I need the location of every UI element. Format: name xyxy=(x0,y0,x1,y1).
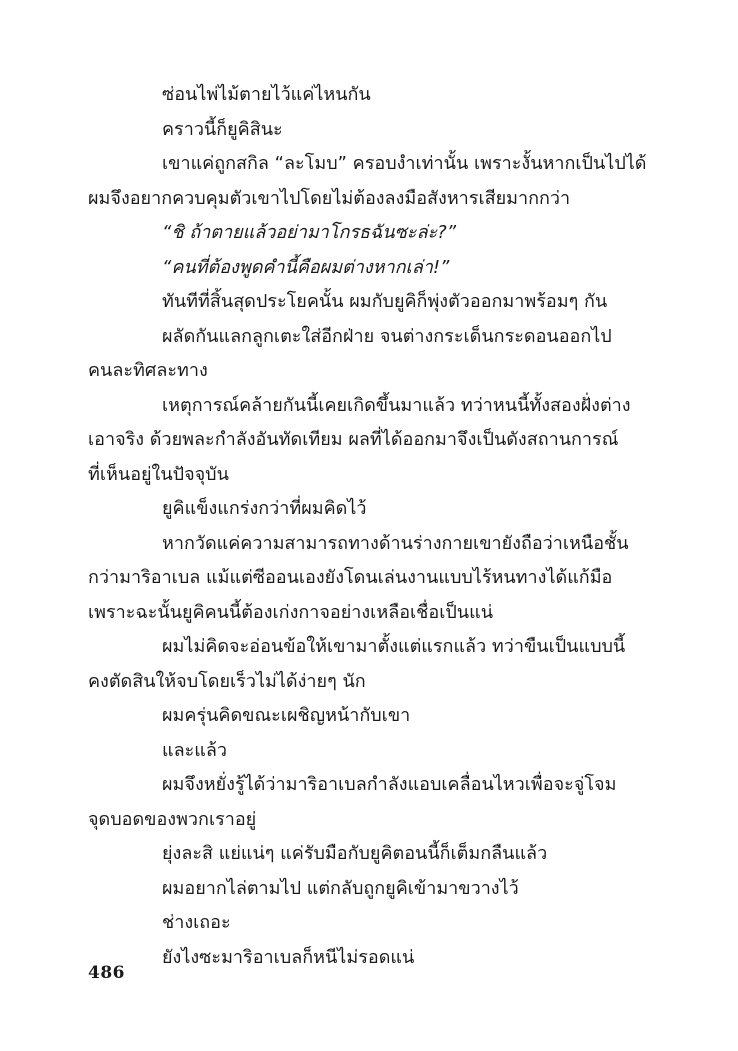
text-line: ยังไงซะมาริอาเบลก็หนีไม่รอดแน่ xyxy=(162,946,415,968)
text-line: ผมอยากไล่ตามไป แต่กลับถูกยูคิเข้ามาขวางไว้ xyxy=(162,877,519,899)
text-line: ทันทีที่สิ้นสุดประโยคนั้น ผมกับยูคิก็พุ่งตัวออกมาพร้อมๆ กัน xyxy=(162,291,608,312)
text-line: และแล้ว xyxy=(162,739,228,761)
text-line: จุดบอดของพวกเราอยู่ xyxy=(88,808,257,830)
dialogue-line: “คนที่ต้องพูดคำนี้คือผมต่างหากเล่า!” xyxy=(162,256,450,278)
text-line: เพราะฉะนั้นยูคิคนนี้ต้องเก่งกาจอย่างเหลือเชื่อเป็นแน่ xyxy=(88,601,493,623)
page-body xyxy=(88,78,654,975)
text-line: ช่างเถอะ xyxy=(162,912,231,933)
text-line: เขาแค่ถูกสกิล “ละโมบ” ครอบงำเท่านั้น เพราะงั้นหากเป็นไปได้ xyxy=(162,153,647,174)
text-line: คนละทิศละทาง xyxy=(88,360,208,381)
text-line: เหตุการณ์คล้ายกันนี้เคยเกิดขึ้นมาแล้ว ทว่าหนนี้ทั้งสองฝั่งต่าง xyxy=(162,394,631,416)
text-line: ยูคิแข็งแกร่งกว่าที่ผมคิดไว้ xyxy=(162,498,367,519)
text-line: ผมจึงหยั่งรู้ได้ว่ามาริอาเบลกำลังแอบเคลื่อนไหวเพื่อจะจู่โจม xyxy=(162,774,617,795)
text-line: กว่ามาริอาเบล แม้แต่ซีออนเองยังโดนเล่นงานแบบไร้หนทางได้แก้มือ xyxy=(88,567,613,588)
dialogue-line: “ชิ ถ้าตายแล้วอย่ามาโกรธฉันซะล่ะ?” xyxy=(162,222,457,243)
text-line: คราวนี้ก็ยูคิสินะ xyxy=(162,118,283,140)
text-line: ผลัดกันแลกลูกเตะใส่อีกฝ่าย จนต่างกระเด็นกระดอนออกไป xyxy=(162,325,612,347)
page-number: 486 xyxy=(88,963,125,983)
text-line: ผมไม่คิดจะอ่อนข้อให้เขามาตั้งแต่แรกแล้ว ทว่าขืนเป็นแบบนี้ xyxy=(162,636,626,657)
text-line: คงตัดสินให้จบโดยเร็วไม่ได้ง่ายๆ นัก xyxy=(88,670,366,692)
text-line: ซ่อนไพ่ไม้ตายไว้แค่ไหนกัน xyxy=(162,84,371,105)
text-line: ที่เห็นอยู่ในปัจจุบัน xyxy=(88,463,229,485)
text-line: หากวัดแค่ความสามารถทางด้านร่างกายเขายังถือว่าเหนือชั้น xyxy=(162,532,629,554)
text-line: ยุ่งละสิ แย่แน่ๆ แค่รับมือกับยูคิตอนนี้ก็เต็มกลืนแล้ว xyxy=(162,843,548,864)
text-line: ผมจึงอยากควบคุมตัวเขาไปโดยไม่ต้องลงมือสังหารเสียมากกว่า xyxy=(88,187,571,209)
text-line: ผมครุ่นคิดขณะเผชิญหน้ากับเขา xyxy=(162,705,411,726)
text-line: เอาจริง ด้วยพละกำลังอันทัดเทียม ผลที่ได้ออกมาจึงเป็นดังสถานการณ์ xyxy=(88,429,619,450)
